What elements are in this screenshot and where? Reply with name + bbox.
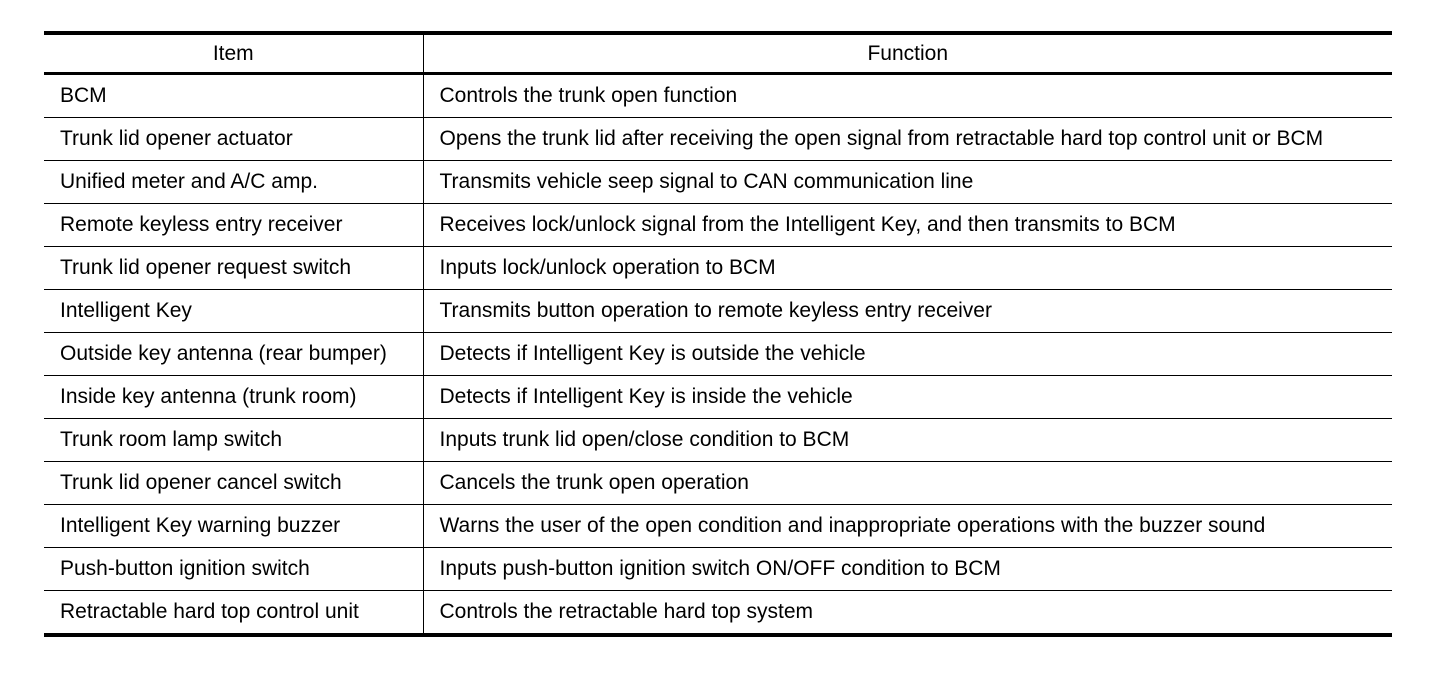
header-function: Function bbox=[867, 41, 949, 65]
table-row bbox=[44, 118, 1392, 161]
item-cell: Intelligent Key bbox=[44, 290, 423, 333]
table-row bbox=[44, 462, 1392, 505]
item-cell: Trunk lid opener cancel switch bbox=[44, 462, 423, 505]
function-cell: Receives lock/unlock signal from the Intelligent Key, and then transmits to BCM bbox=[423, 204, 1392, 247]
item-cell: Trunk room lamp switch bbox=[44, 419, 423, 462]
table-row bbox=[44, 419, 1392, 462]
table-row bbox=[44, 204, 1392, 247]
header-row bbox=[44, 33, 1392, 74]
item-cell: Inside key antenna (trunk room) bbox=[44, 376, 423, 419]
function-cell: Controls the trunk open function bbox=[423, 74, 1392, 118]
item-cell: Trunk lid opener actuator bbox=[44, 118, 423, 161]
function-cell: Cancels the trunk open operation bbox=[423, 462, 1392, 505]
function-cell: Controls the retractable hard top system bbox=[423, 591, 1392, 636]
table-row bbox=[44, 161, 1392, 204]
function-cell: Detects if Intelligent Key is inside the vehicle bbox=[423, 376, 1392, 419]
component-function-table-container bbox=[44, 31, 1392, 637]
table-row bbox=[44, 290, 1392, 333]
table-body bbox=[44, 74, 1392, 636]
table-row bbox=[44, 376, 1392, 419]
table-header bbox=[44, 33, 1392, 74]
item-cell: Intelligent Key warning buzzer bbox=[44, 505, 423, 548]
item-cell: Trunk lid opener request switch bbox=[44, 247, 423, 290]
function-cell: Opens the trunk lid after receiving the open signal from retractable hard top control unit or BCM bbox=[423, 118, 1392, 161]
table-row bbox=[44, 591, 1392, 636]
item-cell: Outside key antenna (rear bumper) bbox=[44, 333, 423, 376]
item-cell: BCM bbox=[44, 74, 423, 118]
table-row bbox=[44, 333, 1392, 376]
item-cell: Push-button ignition switch bbox=[44, 548, 423, 591]
header-item: Item bbox=[44, 33, 423, 74]
component-function-table bbox=[44, 31, 1392, 637]
table-row bbox=[44, 548, 1392, 591]
function-cell: Transmits vehicle seep signal to CAN communication line bbox=[423, 161, 1392, 204]
item-cell: Retractable hard top control unit bbox=[44, 591, 423, 636]
table-row bbox=[44, 505, 1392, 548]
table-row bbox=[44, 74, 1392, 118]
function-cell: Warns the user of the open condition and inappropriate operations with the buzzer sound bbox=[423, 505, 1392, 548]
function-cell: Inputs trunk lid open/close condition to BCM bbox=[423, 419, 1392, 462]
function-cell: Detects if Intelligent Key is outside the vehicle bbox=[423, 333, 1392, 376]
item-cell: Remote keyless entry receiver bbox=[44, 204, 423, 247]
function-cell: Inputs push-button ignition switch ON/OFF condition to BCM bbox=[423, 548, 1392, 591]
function-cell: Transmits button operation to remote keyless entry receiver bbox=[423, 290, 1392, 333]
table-row bbox=[44, 247, 1392, 290]
item-cell: Unified meter and A/C amp. bbox=[44, 161, 423, 204]
function-cell: Inputs lock/unlock operation to BCM bbox=[423, 247, 1392, 290]
